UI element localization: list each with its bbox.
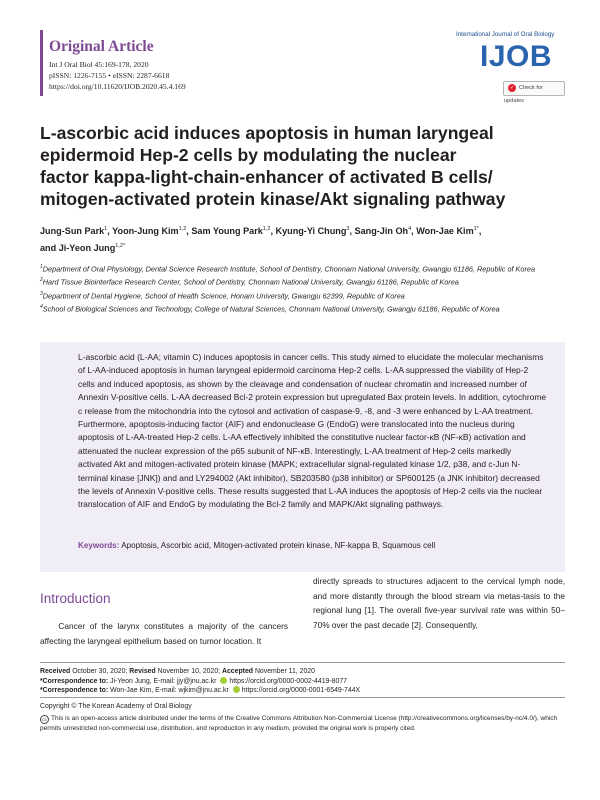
article-type: Original Article: [49, 38, 154, 55]
check-updates-label: Check for updates: [504, 85, 543, 104]
section-heading-introduction: Introduction: [40, 591, 111, 606]
orcid-link[interactable]: https://orcid.org/0000-0001-6549-744X: [241, 687, 361, 694]
affiliation: $^1$Department of Oral Physiology, Dental Science Research Institute, School of Dentistry, Chonnam National University, Gwangju 61186, Republic of Korea: [40, 264, 536, 274]
keywords-list: Apoptosis, Ascorbic acid, Mitogen-activated protein kinase, NF-kappa B, Squamous cell: [121, 541, 436, 550]
author: Jung-Sun Park$^1$: [40, 226, 108, 237]
title-line: epidermoid Hep-2 cells by modulating the nuclear: [40, 145, 457, 165]
correspondence: *Correspondence to: Won-Jae Kim, E-mail: wjkim@jnu.ac.kr https://orcid.org/0000-0001-6549-744X: [40, 687, 361, 694]
journal-logo: IJOB: [480, 40, 553, 73]
check-updates-button[interactable]: [503, 81, 565, 104]
correspondence-block: [40, 667, 565, 696]
affiliation: $^4$School of Biological Sciences and Technology, College of Natural Sciences, Chonnam National University, Gwangju 61186, Republic of Korea: [40, 303, 500, 314]
abstract-text: L-ascorbic acid (L-AA; vitamin C) induces apoptosis in cancer cells. This study aimed to elucidate the molecular mechanisms of L-AA-induced apoptosis in human laryngeal epidermoid carcinoma Hep-2 cells. L-AA suppressed the viability of Hep-2 cells and induced apoptosis, as shown by the cleavage and condensation of nuclear chromatin and increased number of Annexin V-positive cells. L-AA decreased Bcl-2 protein expression but upregulated Bax protein levels. In addition, cytochrome c release from the mitochondria into the cytosol and activation of caspase-9, -8, and -3 were enhanced by L-AA treatment. Furthermore, apoptosis-inducing factor (AIF) and endonuclease G (EndoG) were translocated into the nucleus during apoptosis of L-AA-treated Hep-2 cells. L-AA effectively inhibited the constitutive nuclear factor-κB (NF-κB) activation and attenuated the nuclear expression of the p65 subunit of NF-κB. Interestingly, L-AA treatment of Hep-2 cells markedly activated Akt and mitogen-activated protein kinase (MAPK; extracellular signal-regulated kinase 1/2, p38, and c-Jun N-terminal kinase [JNK]) and and LY294002 (Akt inhibitor), SB203580 (p38 inhibitor) or SP600125 (a JNK inhibitor) decreased the levels of Annexin V-positive cells. These results suggested that L-AA induces the apoptosis of Hep-2 cells via the nuclear translocation of AIF and EndoG by modulating the Bcl-2 family and MAPK/Akt signaling pathways.: [78, 352, 547, 510]
abstract-box: [40, 342, 565, 572]
author: Kyung-Yi Chung$^3$: [275, 226, 350, 237]
check-updates-icon: ✓: [509, 84, 515, 91]
affiliations: [40, 262, 565, 315]
author: Yoon-Jung Kim$^{1,2}$: [112, 226, 187, 237]
citation: Int J Oral Biol 45:169-178, 2020: [49, 60, 149, 69]
journal-name: International Journal of Oral Biology: [456, 31, 555, 38]
correspondence: *Correspondence to: Ji-Yeon Jung, E-mail: jjy@jnu.ac.kr https://orcid.org/0000-0002-4419-8077: [40, 677, 348, 685]
orcid-icon: [233, 686, 240, 693]
title-line: mitogen-activated protein kinase/Akt signaling pathway: [40, 189, 506, 209]
keywords: [78, 541, 547, 550]
citation-block: [49, 59, 186, 92]
doi-link[interactable]: https://doi.org/10.11620/IJOB.2020.45.4.169: [49, 82, 186, 91]
orcid-icon: [220, 677, 227, 684]
creative-commons-icon: cc: [40, 715, 49, 724]
author-list: Jung-Sun Park$^1$, Yoon-Jung Kim$^{1,2}$, Sam Young Park$^{1,2}$, Kyung-Yi Chung$^3$, Sang-Jin Oh$^4$, Won-Jae Kim$^{1*}$, and Ji-Yeon Jung$^{1,2*}$: [40, 226, 482, 254]
intro-paragraph-right: directly spreads to structures adjacent to the cervical lymph node, and more distantly through the blood stream via metas-tasis to the regional lung [1]. The overall five-year survival rate was within 50–70% over the past decade [2]. Consequently,: [313, 576, 565, 631]
article-type-bar: [40, 30, 43, 96]
footer-divider: [40, 697, 565, 698]
title-line: factor kappa-light-chain-enhancer of activated B cells/: [40, 167, 493, 187]
affiliation: $^2$Hard Tissue Biointerface Research Center, School of Dentistry, Chonnam National University, Gwangju 61186, Republic of Korea: [40, 277, 459, 287]
footer-divider: [40, 662, 565, 663]
intro-paragraph-left: Cancer of the larynx constitutes a majority of the cancers affecting the laryngeal epithelium based on tumor location. It: [40, 621, 288, 646]
article-title: [40, 122, 565, 210]
author: Won-Jae Kim$^{1*}$: [416, 226, 479, 237]
affiliation: $^3$Department of Dental Hygiene, School of Health Science, Honam University, Gwangju 62399, Republic of Korea: [40, 290, 405, 301]
copyright: Copyright © The Korean Academy of Oral Biology: [40, 703, 192, 710]
issn: pISSN: 1226-7155 • eISSN: 2287-6618: [49, 71, 170, 80]
author: Sang-Jin Oh$^4$: [354, 226, 412, 237]
keywords-label: Keywords:: [78, 541, 120, 550]
dates: Received October 30, 2020; Revised November 10, 2020; Accepted November 11, 2020: [40, 668, 315, 675]
author: Sam Young Park$^{1,2}$: [191, 226, 271, 237]
author: and Ji-Yeon Jung$^{1,2*}$: [40, 243, 126, 254]
title-line: L-ascorbic acid induces apoptosis in human laryngeal: [40, 123, 494, 143]
license-text: cc This is an open-access article distributed under the terms of the Creative Commons Attribution Non-Commercial License (http://creativecommons.org/licenses/by-nc/4.0/), which permits unrestricted non-commercial use, distribution, and reproduction in any medium, provided the original work is properly cited.: [40, 715, 558, 732]
orcid-link[interactable]: https://orcid.org/0000-0002-4419-8077: [229, 677, 348, 685]
